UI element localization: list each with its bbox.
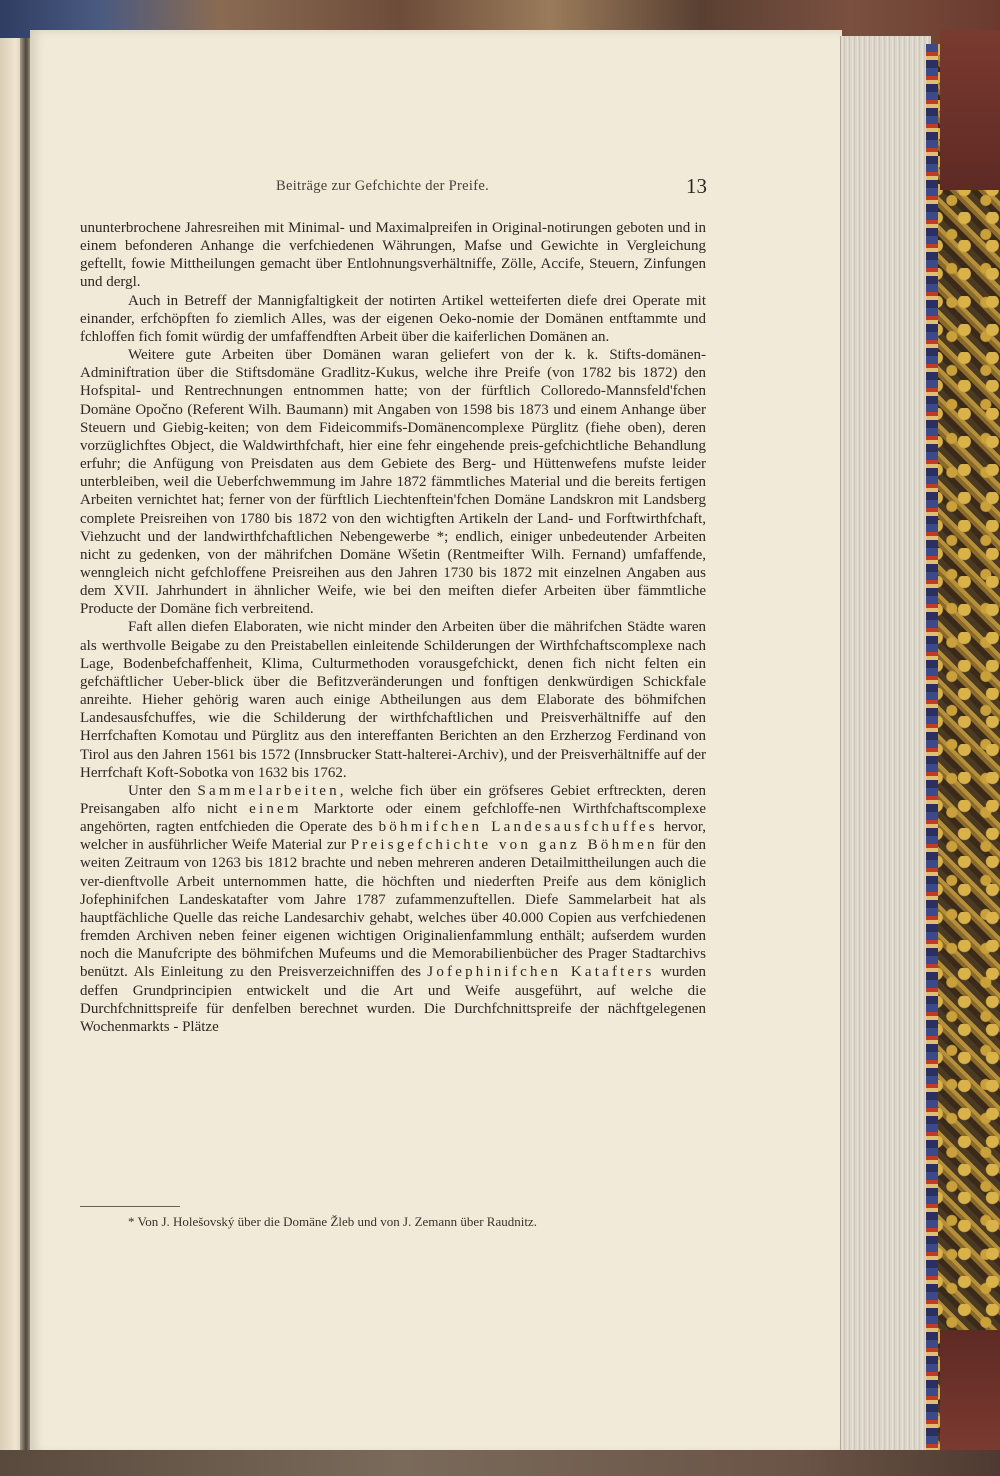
marbled-cover: [928, 44, 1000, 1450]
text-run: für den weiten Zeitraum von 1263 bis 1812 brachte und neben mehreren anderen Detailmittheilungen auch die ver-dienftvolle Arbeit unternommen hatte, die höchften und niederften Preife aus dem königlich Jofephinifchen Landeskatafter vom Jahre 1787 zufammenzuftellen. Diefe Sammelarbeit hat als hauptfächliche Quelle das reiche Landesarchiv gehabt, welches über 40.000 Copien aus verfchiedenen fremden Archiven neben feiner eigenen wichtigen Originalienfammlung enthält; aufserdem wurden noch die Manufcripte des böhmifchen Mufeums und die Memorabilienbücher des Prager Stadtarchivs benützt. Als Einleitung zu den Preisverzeichniffen des: [80, 837, 706, 981]
text-run: Unter den: [128, 782, 198, 799]
paragraph: ununterbrochene Jahresreihen mit Minimal- und Maximalpreifen in Original-notirungen geboten und in einem befonderen Anhange die verfchiedenen Währungen, Mafse und Gewichte in Vergleichung geftellt, fowie Mittheilungen gemacht über Entlohnungsverhältniffe, Zölle, Accife, Steuern, Zinfungen und dergl.: [80, 220, 706, 291]
text-run: Marktorte oder einem gefchloffe-nen Wirthfchaftscomplexe angehörten, ragten entfchieden die Operate des: [80, 801, 706, 836]
paragraph: Weitere gute Arbeiten über Domänen waran geliefert von der k. k. Stifts-domänen-Adminiftration über die Stiftsdomäne Gradlitz-Kukus, welche ihre Preife (von 1782 bis 1872) den Hofspital- und Rentrechnungen entnommen hatte; von der fürftlich Colloredo-Mannsfeld'fchen Domäne Opočno (Referent Wilh. Baumann) mit Angaben von 1598 bis 1873 und einem Anhange über Steuern und Giebig-keiten; von dem Fideicommifs-Domänencomplexe Pürglitz (fiehe oben), deren vorzüglichftes Object, die Waldwirthfchaft, hier eine fehr eingehende preis-gefchichtliche Behandlung erfuhr; die Anfügung von Preisdaten aus dem Gebiete des Berg- und Hüttenwefens mufste leider unterbleiben, weil die Ueberfchwemmung im Jahre 1872 fämmtliches Material und die bereits fertigen Arbeiten vernichtet hat; ferner von der fürftlich Liechtenftein'fchen Domäne Landskron mit Landsberg complete Preisreihen von 1780 bis 1872 von den wichtigften Artikeln der Land- und Forftwirthfchaft, Viehzucht und der landwirthfchaftlichen Nebengewerbe *; endlich, einiger unbedeutender Arbeiten nicht zu gedenken, von der mährifchen Domäne Wšetin (Rentmeifter Wilh. Fernand) umfaffende, wenngleich nicht gefchloffene Preisreihen aus den Jahren 1730 bis 1872 mit einzelnen Angaben aus dem XVII. Jahrhundert in ähnlicher Weife, wie bei den meiften diefer Arbeiten über fämmtliche Producte der Domäne fich verbreitend.: [80, 347, 706, 618]
page-number: 13: [686, 174, 707, 198]
footnote: * Von J. Holešovský über die Domäne Žleb und von J. Zemann über Raudnitz.: [128, 1214, 537, 1229]
text-run: hervor, welcher in ausführlicher Weife Material zur: [80, 819, 706, 854]
spaced-emphasis: böhmifchen Landesausfchuffes: [378, 819, 658, 836]
paragraph: Auch in Betreff der Mannigfaltigkeit der notirten Artikel wetteiferten diefe drei Operate mit einander, erfchöpften fo ziemlich Alles, was der eigenen Oeko-nomie der Domänen entftammte und fchloffen fich fomit würdig der umfaffendften Arbeit über die kaiferlichen Domänen an.: [80, 292, 706, 345]
spaced-emphasis: Preisgefchichte von ganz Böhmen: [350, 837, 658, 854]
paragraph: [80, 782, 706, 1036]
footnote-rule: [80, 1206, 180, 1207]
cover-corner-top: [940, 30, 1000, 190]
paragraph: Faft allen diefen Elaboraten, wie nicht minder den Arbeiten über die mährifchen Städte waren als werthvolle Beigabe zu den Preistabellen einleitende Schilderungen der Wirthfchaftscomplexe nach Lage, Bodenbefchaffenheit, Klima, Culturmethoden vorausgefchickt, denen fich nicht felten ein gefchäftlicher Ueber-blick über die Befitzveränderungen und fonftigen denkwürdigen Schickfale anreihte. Hieher gehörig waren auch einige Abtheilungen aus dem Elaborate des böhmifchen Landesausfchuffes, wie die Schilderung der wirthfchaftlichen und Preisverhältniffe auf den Herrfchaften Komotau und Pürglitz aus den intereffanten Berichten an den Erzherzog Ferdinand von Tirol aus den Jahren 1561 bis 1572 (Innsbrucker Statt-halterei-Archiv), und der Preisverhältniffe auf der Herrfchaft Koft-Sobotka von 1632 bis 1762.: [80, 619, 706, 781]
text-run: wurden deffen Grundprincipien entwickelt und die Art und Weife ausgeführt, auf welche die Durchfchnittspreife für denfelben berechnet wurden. Die Durchfchnittspreife der nächftgelegenen Wochenmarkts - Plätze: [80, 964, 706, 1035]
marbled-edge-strip: [926, 44, 938, 1450]
spaced-emphasis: Sammelarbeiten: [197, 782, 340, 799]
spaced-emphasis: einem: [249, 801, 302, 817]
page-block-edges: [840, 36, 931, 1452]
spaced-emphasis: Jofephinifchen Katafters: [427, 964, 655, 981]
running-head: Beiträge zur Gefchichte der Preife.: [276, 178, 489, 194]
cover-corner-bottom: [940, 1330, 1000, 1450]
body-text: [80, 219, 706, 1036]
text-run: , welche fich über ein gröfseres Gebiet erftreckten, deren Preisangaben alfo nicht: [80, 782, 706, 817]
book-bottom-edge: [0, 1450, 1000, 1476]
